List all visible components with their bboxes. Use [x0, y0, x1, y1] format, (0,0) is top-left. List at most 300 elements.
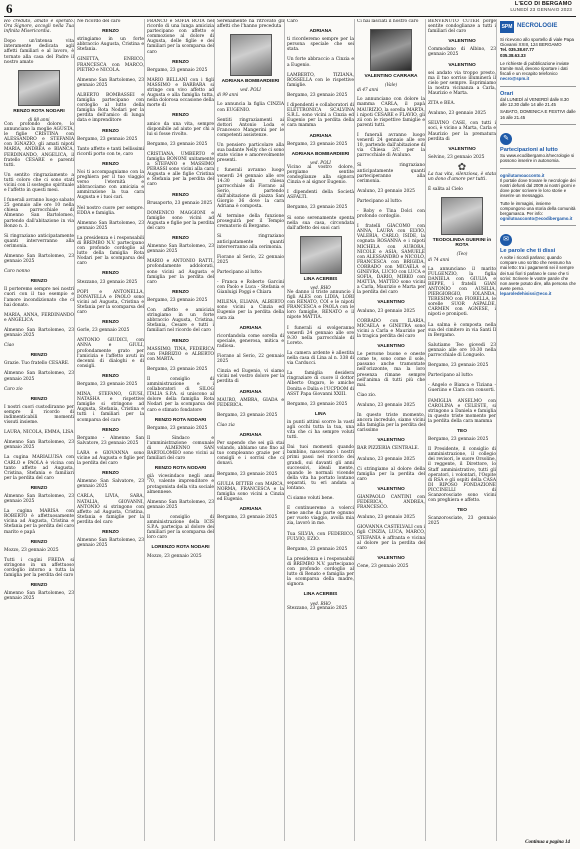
notice-text [77, 538, 144, 548]
deceased-name: ADRIANA [309, 29, 332, 35]
text-line: Cinzia ed Eugenio, vi siamo vicini nel vostro dolore per la perdita di [217, 369, 284, 385]
text-line: Noi ti accompagniamo con la preghiera per il tuo viaggio verso l'eternità e abbracciamo con amicizia e ammirazione la tua cara Augusta e i tuoi cari. [77, 169, 144, 201]
text-line: ANTONIO GIUDICI, con ANNA e GIULI, profondamente grato per l'amicizia e l'affetto avuti in decenni di dialoghi e di consigli. [77, 338, 144, 369]
column-2 [74, 19, 144, 841]
text-line: ti ricorderemo sempre per la persona speciale che sei stata. [287, 37, 354, 53]
deceased-name: RENZO [172, 59, 189, 65]
notice-text [4, 558, 74, 578]
text-line: sei andato via troppo presto, ma il tuo sorriso illuminerà il cielo per sempre. Esprimiamo la nostra vicinanza a Carla, Maurizio e Marta. [428, 70, 496, 97]
notice-text [4, 548, 74, 553]
text-line: Tanto affetto e tanti bellissimi ricordi porto con te, caro [77, 146, 144, 157]
notice-text [217, 354, 284, 364]
text-line: Stezzano, 23 gennaio 2025 [287, 605, 348, 611]
notice-text [147, 244, 214, 254]
text-line: Bergamo, 23 gennaio 2025 [147, 297, 208, 303]
name-block [428, 39, 496, 44]
text-line: GIULIA BITTEB con MARCA, NORMA, FRANCESCA e la famiglia sono vicini a Cinzia ed Eugenio. [217, 481, 284, 502]
text-line: I nostri cuori custodiranno per sempre il ricordo di indimenticabili momenti vissuti insieme. [4, 404, 74, 426]
notice-text [428, 19, 496, 34]
notice-text [287, 496, 354, 501]
notice-text [147, 152, 214, 188]
portrait-photo [370, 29, 412, 71]
deceased-name: VALENTINO [377, 344, 405, 350]
age-line [357, 87, 425, 92]
spm-logo-icon: SPM [500, 21, 514, 33]
text-line: ZITA e BEA. [428, 101, 456, 107]
text-line: Scanzorosciate, 23 gennaio 2025 [428, 516, 496, 527]
notice-salutation [4, 269, 74, 274]
notice-text [77, 451, 144, 466]
deceased-name: RENZO [102, 471, 119, 477]
text-line: La annunciano il marito FULGENZIO, la figlia DANIELA con GIULIA e BEPPE, i fratelli GIAN ANTONIO con AUSILIA, PIERGIORGIO, IOLANDA, TERESINO con FIORELLA, le sorelle SUOR ASPALDE, CARMEN con AGNESE, i nipoti e pronipoti. [428, 266, 496, 318]
deceased-name: VALENTINO [377, 486, 405, 492]
deceased-name: ADRIANA [309, 133, 332, 139]
deceased-name: RENZO [102, 271, 119, 277]
notice-text [357, 515, 425, 520]
deceased-name: LINA ACERBIS [303, 276, 338, 282]
notice-text [77, 236, 144, 267]
notice-text [77, 392, 144, 423]
text-line: Mozzo, 23 gennaio 2025 [4, 547, 59, 553]
flower-icon: ✿ [457, 161, 467, 173]
notice-text [357, 97, 425, 128]
deceased-name: ADRIANA BOMBARDIERI [291, 151, 350, 157]
notice-text [147, 500, 214, 510]
text-line: Avaluno, 23 gennaio 2025 [357, 188, 415, 194]
notice-text [287, 371, 354, 396]
name-block [77, 374, 144, 379]
text-line: Tua SILVIA, con FEDERICO, FULVIO, EZIO. [287, 531, 354, 542]
name-subtitle: ved. POLI [240, 87, 261, 93]
text-line: amico da una vita, sempre disponibile ad aiuto per chi a lui si fosse rivolto. [147, 121, 214, 137]
notice-text [428, 47, 496, 57]
text-line: Bergamo, 23 gennaio 2025 [77, 136, 138, 142]
name-block [77, 530, 144, 535]
name-block [357, 74, 425, 87]
deceased-name: LINA [314, 411, 327, 417]
portal-email-link[interactable]: ognilutoacconto@ecodibergamo.it [500, 216, 573, 222]
deceased-name: LINA ACERBIS [303, 592, 338, 598]
text-line: Un forte abbraccio a Cinzia e a Eugenio. [287, 57, 354, 68]
notice-text [77, 479, 144, 489]
text-line: MARIO e ANTONIO RATTI, profondamente addolorati, sono vicini ad Augusta e famiglia per la perdita del caro [147, 259, 214, 285]
parole-heading: Le parole che ti dissi [500, 248, 556, 255]
notice-text [428, 373, 496, 378]
text-line: di 99 anni [217, 92, 239, 98]
text-line: Il consiglio di amministrazione della ICIS S.P.A. partecipa al dolore dei familiari per la scomparsa del loro caro [147, 514, 214, 541]
hours-weekdays: dal LUNEDÌ al VENERDÌ dalle 8.30 alle 12.30 dalle 14 alle 21.45 [500, 97, 569, 108]
notice-text [217, 472, 284, 477]
text-line: MASSIMO, TINA, FEDERICA con FABRIZIO e ALBERTO con MARTA. [147, 346, 214, 362]
name-subtitle: (Teo) [456, 251, 468, 257]
notice-text [287, 402, 354, 407]
notice-text [287, 326, 354, 346]
notice-text [217, 441, 284, 466]
notice-text [4, 328, 74, 338]
notice-text [77, 221, 144, 231]
notice-text [77, 57, 144, 72]
notice-salutation [4, 387, 74, 392]
text-line: Ci stringiamo al dolore della famiglia per la perdita del caro [357, 466, 425, 482]
notice-text [428, 516, 496, 526]
notice-text [217, 369, 284, 384]
notice-text [147, 436, 214, 461]
text-line: Il Sindaco e l'amministrazione comunale di ALMENNO SAN BARTOLOMEO sono vicini ai familiari del caro [147, 435, 214, 462]
name-block [428, 63, 496, 68]
text-line: Sentiti ringraziamenti ai dottori Antonio Loda e Francesco Mangerini per le competenti assistenze. [217, 117, 284, 138]
name-subtitle: ved. RHO [310, 600, 331, 606]
portrait-photo [441, 197, 483, 235]
notice-text [4, 313, 74, 323]
notice-text [287, 547, 354, 552]
text-line: Grazie. Tuo fratello CESARE. [4, 361, 70, 367]
sidebar-title: NECROLOGIE [517, 23, 558, 30]
notice-text [357, 393, 425, 398]
text-line: SELVINO CASE, con tutti i soci, è vicino a Marta, Carla e Maurizio per la prematura perdita di [428, 121, 496, 142]
text-line: Cene, 23 gennaio 2025 [357, 563, 409, 569]
text-line: Si ringraziano anticipatamente quanti interverranno alla cerimonia. [217, 234, 284, 250]
deceased-name: RENZO [102, 320, 119, 326]
notice-text [4, 405, 74, 425]
deceased-name: VALENTINO [448, 146, 476, 152]
text-line: Almenno San Bartolomeo, 23 gennaio 2025 [4, 254, 74, 265]
text-line: MAURO, AMBRA, GIADA e FEDERICA. [217, 397, 284, 408]
notice-text [357, 133, 425, 158]
notice-text [287, 73, 354, 88]
deceased-name: RENZO ROTA NODARI [154, 417, 207, 423]
notice-text [357, 309, 425, 314]
text-line: LARA e GIOVANNA sono vicine ad Augusta e figlie per la perdita del caro [77, 450, 144, 467]
text-line: Mozzo, 23 gennaio 2025 [147, 553, 202, 559]
sidebar-divider [500, 225, 576, 226]
notice-text [428, 323, 496, 338]
name-block [357, 300, 425, 305]
text-line: Almenno San Bartolomeo, 23 gennaio 2025 [4, 327, 74, 339]
column-1 [4, 19, 74, 841]
notice-text [4, 591, 74, 601]
text-line: I funerali si svolgeranno venerdì 24 gennaio alle ore 9:30 nella parrocchiale di Loreto. [287, 325, 354, 346]
notice-text [77, 328, 144, 333]
text-line: Bergamo, 23 gennaio 2025 [217, 515, 278, 521]
text-line: Stezzano, 23 gennaio 2025 [77, 279, 138, 285]
text-line: Fiorano al Serio, 22 gennaio 2025 [217, 354, 284, 365]
notice-text [147, 308, 214, 333]
name-block [287, 592, 354, 605]
notice-text [357, 525, 425, 550]
name-block [77, 320, 144, 325]
deceased-name: ADRIANA [239, 507, 262, 512]
text-line: I funerali avranno luogo sabato 25 gennaio alle ore 10 nella chiesa parrocchiale di Almenno San Bartolomeo, partendo dall'abitazione in via Bonzo n. 3. [4, 198, 74, 229]
memorial-quote [428, 172, 496, 182]
notice-text [77, 338, 144, 369]
notice-text [287, 351, 354, 366]
name-block [428, 147, 496, 152]
text-line: Tutti i cugini FREDA si stringono in un affettuoso cordoglio intorno a tutta la famiglia per la perdita del caro [4, 557, 74, 579]
notice-text [77, 147, 144, 157]
text-line: FAMIGLIA ANSELMO con CAROLINA e CELESTE, si stringono a Daniela e famiglia in questo triste momento per la perdita della cara mamma [428, 398, 496, 424]
name-block [147, 236, 214, 241]
text-line: Bergamo, 23 gennaio 2025 [287, 401, 348, 407]
name-subtitle: ved. POLI [310, 159, 331, 165]
name-block [77, 271, 144, 276]
notice-text [147, 142, 214, 147]
notice-text [77, 37, 144, 52]
text-line: Il Presidente, il consiglio di amministrazione, il collegio dei revisori, le suore Orsoline, il reggente, il Direttore, lo Staff amministrativo, tutti gli operatori, i volontari, l'Ospite di RSA e gli ospiti della CASA DI RIPOSO FONDAZIONE PICCINELLI di Scanzorosciate sono vicini con preghiera e affetto. [428, 447, 496, 504]
notice-text [217, 334, 284, 349]
text-line: I funerali avranno luogo venerdì 24 gennaio alle ore 14:30 nella chiesa parrocchiale di Fiorano al Serio, partendo dall'abitazione di piazza San Giorgio 36 dove la cara Adriana è composta. [217, 168, 284, 210]
text-line: Bergamo, 23 gennaio 2025 [217, 471, 278, 477]
text-line: Almenno San Bartolomeo, 23 gennaio 2025 [4, 371, 74, 382]
text-line: CARLA, LIVIA, SARA, NATALIA, GIOVANNI, ANTONIO si stringono con affetto ad Augusta, Cristina, Stefania e famiglie per la perdita del caro [77, 494, 144, 525]
paper-name: L'ECO DI BERGAMO [514, 1, 572, 7]
obituary-columns [4, 19, 576, 845]
necrologie-sidebar [496, 19, 576, 841]
notice-text [4, 122, 74, 168]
text-line: Almenno San Bartolomeo, 23 gennaio 2025 [77, 77, 144, 88]
pen-icon: ✎ [500, 133, 512, 145]
deceased-name: RENZO [30, 583, 48, 589]
notice-text [428, 383, 496, 393]
notice-text [77, 494, 144, 525]
lutto-text: Su www.ecodibergamo.it/necrologie si possono inserire in autonomia. [500, 153, 575, 164]
notice-text [77, 19, 144, 24]
column-6 [354, 19, 425, 841]
name-block [77, 162, 144, 167]
text-line: Almenno San Salvatore, 23 gennaio 2025 [77, 479, 144, 490]
notice-text [217, 515, 284, 520]
notice-text [217, 482, 284, 502]
notice-text [147, 259, 214, 284]
text-line: Almenno San Bartolomeo, 23 gennaio 2025 [147, 244, 214, 255]
name-block [4, 397, 74, 402]
text-line: Nel nostro cuore per sempre. EDDA e famiglia. [77, 205, 144, 216]
text-line: Un sentito ringraziamento a tutti coloro che ci sono stati vicini con il sostegno spirituale e l'affetto in questi mesi. [4, 172, 74, 194]
text-line: stringiamo in un forte abbraccio Augusta, Cristina e Stefania. [77, 37, 144, 53]
issue-date: LUNEDÌ 23 GENNAIO 2023 [510, 7, 572, 12]
notice-text [287, 190, 354, 200]
name-block [357, 556, 425, 561]
notice-text [287, 93, 354, 98]
text-line: Almenno San Bartolomeo, 23 gennaio 2025 [4, 591, 74, 602]
notice-text [287, 103, 354, 128]
deceased-name: RENZO [102, 373, 119, 379]
text-line: Ciao [4, 343, 15, 349]
text-line: in punti attimi scorre la vasti agli occhi tutta la tua, una vita che ci ha sempre voluti tutti. [287, 419, 354, 441]
text-line: MARIA, ANNA, FERDINANDO e ANGELICA [4, 312, 74, 323]
notice-text [287, 142, 354, 147]
name-block [4, 583, 74, 588]
name-block [4, 486, 74, 491]
notice-text [147, 78, 214, 109]
text-line: Salutiamo Teo giovedì 23 gennaio alle ore 10:30 nella parrocchiale di Longuelo. [428, 342, 496, 359]
text-line: GIOVANNA CASTELVALI con i figli CINZIA, LUCA, MARCO, STEFANIA è affranta e vicina al dolore per la perdita del caro [357, 525, 425, 551]
notice-text [147, 122, 214, 137]
text-line: Avaluno, 23 gennaio 2025 [428, 111, 486, 117]
text-line: Si ringraziano anticipatamente quanti parteciperanno alla cerimonia. [357, 163, 425, 184]
portrait-photo [18, 70, 60, 106]
name-block [217, 433, 284, 438]
text-line: Ci siamo voluti bene. [287, 496, 334, 502]
text-line: già vicesindaco negli anni '70, valente imprenditore e protagonista della vita sociale almennese. [147, 474, 214, 495]
parole-email-link[interactable]: leparoledehisissi@eco.it [500, 291, 552, 297]
notice-salutation [217, 423, 284, 428]
deceased-name: TEODOLINDA GUERINI in ROTA [432, 238, 492, 249]
notice-text [217, 168, 284, 209]
text-line: MARIO BELLANI con i figli MASSIMO e BARBARA si stringe con vivo affetto ad Augusta e alla famiglia tutta, nella dolorosa occasione della morte di [147, 77, 214, 109]
notice-text [217, 413, 284, 418]
age-line [428, 257, 496, 262]
text-line: La cugina MARIALUISA con CARLO e PAOLA è vicina con tanto affetto ad Augusta, Cristina, Stefania e familiari per la perdita del caro [4, 455, 74, 481]
text-line: Commodano di Albino, 23 gennaio 2025 [428, 47, 496, 58]
notice-text [287, 557, 354, 588]
notice-text [357, 163, 425, 183]
deceased-name: VALENTINO [448, 62, 476, 68]
text-line: Almenno San Bartolomeo, 23 gennaio 2025 [4, 440, 74, 451]
text-line: La camera ardente è allestita nella casa di Lina al n. 338 di via Carducci. [287, 350, 354, 367]
text-line: La famiglia desidera ringraziare di cuore il dottor Alberto Ongaro, le amiche Donita e Dalia e l'UCPDOM di ASST Papa Giovanni XXIII. [287, 371, 354, 397]
portal-text-2: Tutte le immagini, insieme compongono una storia della comunità bergamasca. Per info: [500, 200, 576, 217]
notice-text [357, 189, 425, 194]
notice-text [357, 413, 425, 433]
name-block [357, 344, 425, 349]
notice-text [4, 430, 74, 435]
deceased-name: RENZO ROTA NODARI [154, 466, 207, 472]
deceased-name: RENZO [102, 427, 119, 433]
name-block [147, 60, 214, 65]
notice-text [357, 319, 425, 339]
notice-text [357, 457, 425, 462]
notice-text [77, 78, 144, 88]
deceased-name: RENZO [30, 485, 48, 491]
notice-salutation [4, 343, 74, 348]
notice-text [428, 343, 496, 358]
sidebar-email-link[interactable]: necro@spm.it [500, 76, 530, 82]
notice-text [357, 467, 425, 482]
text-line: Avaluno, 23 gennaio 2025 [357, 308, 415, 314]
notice-text [428, 447, 496, 503]
sidebar-intro: Si ricevono allo sportello di viale Papa Giovanni XXIII, 124 BERGAMO [500, 37, 574, 48]
notice-text [428, 101, 496, 106]
notice-text [287, 19, 354, 24]
text-line: Almenno San Bartolomeo, 23 gennaio 2025 [77, 220, 144, 231]
deceased-name: TEO [457, 508, 467, 514]
notice-text [217, 118, 284, 138]
name-block [77, 29, 144, 34]
notice-text [77, 206, 144, 216]
deceased-name: VALENTINO [448, 39, 476, 45]
notice-text [4, 455, 74, 480]
lutto-heading: Partecipazioni al lutto [500, 146, 558, 153]
deceased-name: RENZO [30, 353, 48, 359]
sidebar-divider [500, 168, 576, 169]
name-subtitle: ved. RHO [310, 284, 331, 290]
text-line: Bergamo, 23 gennaio 2025 [147, 425, 208, 431]
text-line: I funerali avranno luogo venerdì 24 gennaio alle ore 10, partendo dall'abitazione di via Chiesa 2/C per la parrocchiale di Avaluno. [357, 132, 425, 159]
notice-text [4, 440, 74, 450]
name-block [217, 79, 284, 92]
notice-text [4, 361, 74, 366]
name-block [287, 412, 354, 417]
text-line: Bergamo, 23 gennaio 2025 [77, 381, 138, 387]
sidebar-email-note: Le richieste di pubblicazione inviate tramite mail, devono riportare i dati fiscali e un recapito telefonico [500, 60, 570, 77]
text-line: Almenno San Bartolomeo, 23 gennaio 2025 [77, 538, 144, 549]
text-line: ricordandola come sorella di speciale, generosa, mitica e radiosa. [217, 333, 284, 349]
text-line: CRISTIANA, UMBERTO e famiglia BONONI unitamente a STEFANO e MASSIMO PERASSI sono vicini alla cara Augusta e alle figlie Cristina e Stefania per la perdita del caro [147, 151, 214, 188]
notice-text [147, 377, 214, 413]
notice-text [4, 371, 74, 381]
deceased-name: VALENTINO [377, 438, 405, 444]
text-line: Bergamo, 23 gennaio 2025 [428, 363, 489, 369]
text-line: Gorle, 23 gennaio 2025 [77, 328, 130, 334]
name-block [147, 193, 214, 198]
notice-text [287, 37, 354, 52]
text-line: Bergamo, 23 gennaio 2025 [428, 437, 489, 443]
notice-text [287, 216, 354, 231]
deceased-name: RENZO [172, 338, 189, 344]
text-line: Il consiglio di amministrazione e i collaboratori di SILOG ITALIA S.P.A. si uniscono al dolore della famiglia Rota Nodari per la scomparsa del caro e stimato fondatore [147, 376, 214, 413]
notice-text [4, 198, 74, 229]
text-line: È salita al Cielo [428, 187, 463, 193]
text-line: In questo triste momento, ancora incredulo, siamo vicini alla famiglia per la perdita del carissimo [357, 412, 425, 434]
text-line: Dopo un'intensa vita interamente dedicata agli affetti familiari e al lavoro, è tornato alla casa del Padre il nostro amato [4, 39, 74, 65]
text-line: Lo annuncia la figlia CINZIA con EUGENIO. [217, 102, 284, 113]
text-line: La presidenza e i responsabili di BREMBO N.V. partecipano con profondo cordoglio al lutto della famiglia Rota Nodari per la scomparsa del caro [77, 235, 144, 267]
notice-text [287, 532, 354, 542]
notice-text [287, 57, 354, 67]
text-line: Partecipano al lutto: [428, 373, 474, 379]
text-line: Ci hai lasciati il nostro caro [357, 19, 419, 24]
name-block [4, 109, 74, 122]
text-line: Con affetto e amicizia stringiamo in un forte abbraccio Augusta, Cristina, Stefania, Cesare e tutti i familiari nel ricordo del caro [147, 308, 214, 334]
text-line: Si sono serenamente spenta nella sua casa, circondata dall'affetto dei suoi cari [287, 215, 354, 231]
text-line: Le persone buone e oneste come te, sono come il sole, passano anche tramontate nell'orizzonte, ma la loro presenza rimane sempre nell'anima di tutti più che mai. [357, 352, 425, 388]
notice-text [77, 382, 144, 387]
deceased-name: RENZO [172, 113, 189, 119]
notice-text [217, 300, 284, 320]
name-block [77, 471, 144, 476]
memorial-quote [4, 19, 74, 34]
page-header [0, 0, 580, 16]
portal-link[interactable]: ognilutamoacconto.it [500, 172, 545, 178]
text-line: FRANCO e SOFIA ROTA nel ricordo di una lunga amicizia partecipano con affetto e commozione al dolore di Augusta, delle figlie e dei familiari per la scomparsa del caro [147, 19, 214, 55]
text-line: MILENA, ELIANA, ALBERTO sono vicini a Cinzia ed Eugenio per la perdita della cara zia [217, 300, 284, 321]
name-block [77, 129, 144, 134]
notice-text [77, 280, 144, 285]
deceased-name: RENZO [102, 128, 119, 134]
notice-text [217, 214, 284, 229]
text-line: MINA, STEFANO, GIUSI, NATASHA e rispettive famiglie si stringono ad Augusta, Stefania, Cristina e tutti i familiari per la scomparsa del caro [77, 392, 144, 423]
necrologie-logo [500, 21, 576, 33]
hours-heading: Orari [500, 90, 514, 97]
text-line: E continueremo a volerci bene anche da parte ognuno per vuoto viaggio, avolla mia zia, lavorò in me. [287, 506, 354, 527]
text-line: I dipendenti della Società ASFALTI. [287, 190, 354, 201]
text-line: GINETTA, ENRICO, FRANCESCA con MARCO, PIETRO e NICOLA. [77, 57, 144, 73]
sidebar-divider [500, 124, 576, 125]
column-5 [284, 19, 354, 841]
notice-text [287, 445, 354, 491]
text-line: Bergamo, 23 gennaio 2025 [287, 92, 348, 98]
column-7 [425, 19, 496, 841]
text-line: Partecipano al lutto: [217, 269, 263, 275]
notice-text [77, 93, 144, 124]
notice-text [428, 437, 496, 442]
portrait-photo [230, 34, 272, 76]
name-block [287, 277, 354, 290]
name-block [147, 545, 214, 550]
notice-text [428, 111, 496, 116]
continued-note: Continua a pagina 14 [525, 840, 570, 845]
notice-text [147, 19, 214, 55]
